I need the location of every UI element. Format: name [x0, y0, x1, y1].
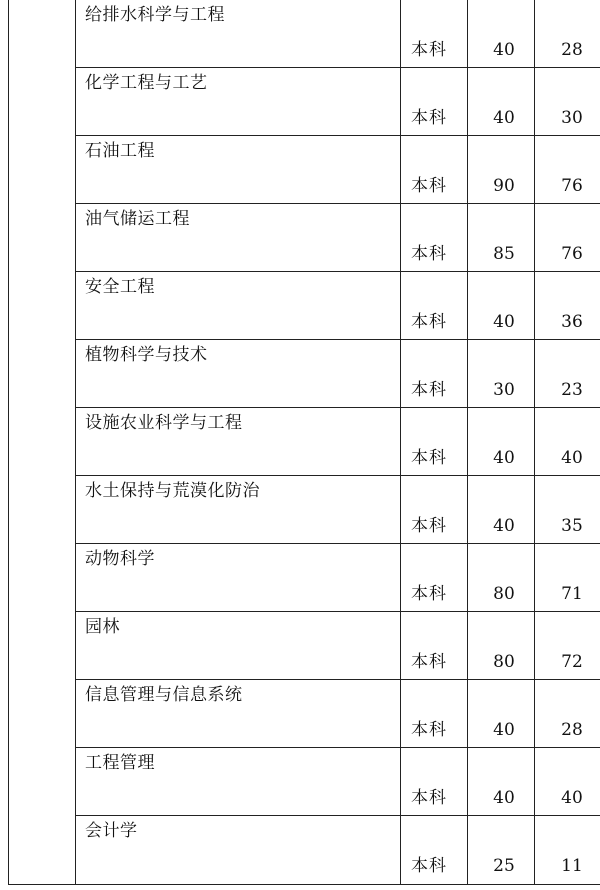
degree-level: 本科	[411, 720, 447, 740]
major-name: 信息管理与信息系统	[85, 685, 243, 705]
degree-level: 本科	[411, 108, 447, 128]
major-name: 油气储运工程	[85, 209, 190, 229]
degree-level: 本科	[411, 584, 447, 604]
row-divider	[75, 407, 600, 408]
degree-level: 本科	[411, 312, 447, 332]
row-divider	[75, 611, 600, 612]
row-divider	[75, 271, 600, 272]
grid-vline-2	[400, 0, 401, 884]
major-name: 化学工程与工艺	[85, 73, 208, 93]
major-name: 动物科学	[85, 549, 155, 569]
row-divider	[75, 339, 600, 340]
plan-count: 80	[493, 652, 515, 672]
actual-count: 72	[561, 652, 583, 672]
major-name: 会计学	[85, 821, 138, 841]
actual-count: 23	[561, 380, 583, 400]
degree-level: 本科	[411, 652, 447, 672]
plan-count: 90	[493, 176, 515, 196]
degree-level: 本科	[411, 40, 447, 60]
actual-count: 11	[561, 856, 583, 876]
degree-level: 本科	[411, 244, 447, 264]
degree-level: 本科	[411, 380, 447, 400]
row-divider	[75, 67, 600, 68]
plan-count: 40	[493, 516, 515, 536]
actual-count: 28	[561, 40, 583, 60]
row-divider	[75, 815, 600, 816]
plan-count: 40	[493, 312, 515, 332]
row-divider	[75, 203, 600, 204]
plan-count: 85	[493, 244, 515, 264]
row-divider	[75, 679, 600, 680]
plan-count: 40	[493, 788, 515, 808]
table-bottom-border	[8, 884, 600, 885]
actual-count: 28	[561, 720, 583, 740]
major-name: 石油工程	[85, 141, 155, 161]
plan-count: 40	[493, 448, 515, 468]
plan-count: 40	[493, 40, 515, 60]
degree-level: 本科	[411, 176, 447, 196]
actual-count: 30	[561, 108, 583, 128]
actual-count: 76	[561, 244, 583, 264]
row-divider	[75, 135, 600, 136]
major-name: 设施农业科学与工程	[85, 413, 243, 433]
degree-level: 本科	[411, 856, 447, 876]
actual-count: 71	[561, 584, 583, 604]
major-name: 安全工程	[85, 277, 155, 297]
major-name: 工程管理	[85, 753, 155, 773]
plan-count: 80	[493, 584, 515, 604]
grid-vline-4	[534, 0, 535, 884]
row-divider	[75, 475, 600, 476]
actual-count: 35	[561, 516, 583, 536]
plan-count: 40	[493, 108, 515, 128]
degree-level: 本科	[411, 788, 447, 808]
degree-level: 本科	[411, 516, 447, 536]
grid-vline-0	[8, 0, 9, 884]
actual-count: 40	[561, 448, 583, 468]
major-name: 水土保持与荒漠化防治	[85, 481, 260, 501]
grid-vline-3	[467, 0, 468, 884]
major-name: 植物科学与技术	[85, 345, 208, 365]
row-divider	[75, 747, 600, 748]
degree-level: 本科	[411, 448, 447, 468]
major-name: 园林	[85, 617, 120, 637]
row-divider	[75, 543, 600, 544]
plan-count: 25	[493, 856, 515, 876]
grid-vline-1	[75, 0, 76, 884]
actual-count: 76	[561, 176, 583, 196]
actual-count: 40	[561, 788, 583, 808]
plan-count: 30	[493, 380, 515, 400]
major-name: 给排水科学与工程	[85, 5, 225, 25]
actual-count: 36	[561, 312, 583, 332]
plan-count: 40	[493, 720, 515, 740]
